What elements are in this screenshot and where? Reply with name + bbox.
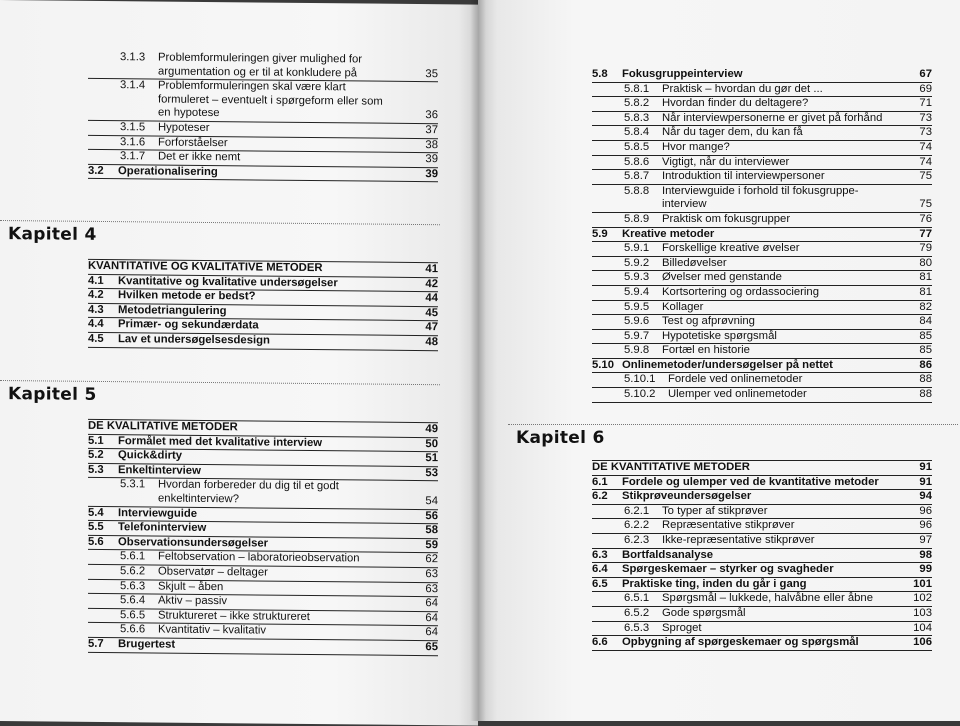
page-number: 59 [425,538,438,551]
section-number: 6.4 [592,563,608,576]
toc-entry [88,51,438,83]
section-title: Praktiske ting, inden du går i gang [622,577,807,590]
section-title: Det er ikke nemt [158,150,241,164]
toc-entry [592,170,932,185]
page-number: 80 [919,256,932,269]
toc-entry [592,505,932,520]
section-title: Kollager [662,300,704,313]
page-number: 97 [919,533,932,546]
page-number: 79 [919,242,932,255]
toc-entry [592,607,932,622]
section-title: Repræsentative stikprøver [662,519,795,532]
page-number: 73 [919,111,932,124]
page-number: 54 [425,495,438,508]
toc-entry [592,534,932,549]
section-number: 5.9.5 [624,300,650,313]
toc-entry [88,165,438,183]
section-title: Gode spørgsmål [662,606,746,619]
section-number: 5.8.9 [624,212,650,225]
page-number: 81 [919,271,932,284]
section-title: Metodetriangulering [118,303,227,317]
right-page [478,0,960,721]
page-number: 74 [919,140,932,153]
toc-entry [592,68,932,83]
page-number: 39 [425,153,438,166]
section-title: Struktureret – ikke struktureret [158,609,310,623]
page-number: 58 [425,524,438,537]
section-title: Onlinemetoder/undersøgelser på nettet [622,358,833,371]
section-title: Hypotetiske spørgsmål [662,329,777,342]
section-number: 5.9.8 [624,344,650,357]
toc-entry [592,549,932,564]
section-title: Primær- og sekundærdata [118,318,259,332]
page-number: 82 [919,300,932,313]
section-number: 5.9.1 [624,242,650,255]
section-title: Test og afprøvning [662,315,755,328]
page-number: 86 [919,358,932,371]
section-number: 6.5 [592,577,608,590]
section-number: 4.2 [88,289,104,302]
page-number: 64 [425,611,438,624]
page-number: 62 [425,553,438,566]
section-title: Introduktion til interviewpersoner [662,170,825,183]
section-number: 5.8.1 [624,82,650,95]
section-number: 3.1.7 [120,150,146,163]
section-number: 6.2.3 [624,533,650,546]
left-page [0,0,478,726]
section-number: 5.8.4 [624,126,650,139]
section-number: 5.9.4 [624,285,650,298]
section-title: Opbygning af spørgeskemaer og spørgsmål [622,636,859,649]
toc-block-chapter5 [88,419,438,656]
page-number: 51 [425,452,438,465]
toc-entry [592,330,932,345]
section-title: Spørgeskemaer – styrker og svagheder [622,563,834,576]
page-number: 84 [919,315,932,328]
section-title: Praktisk om fokusgrupper [662,212,791,225]
toc-entry [592,213,932,228]
page-number: 85 [919,344,932,357]
section-number: 3.2 [88,164,104,177]
section-title: Øvelser med genstande [662,271,782,284]
page-number: 104 [913,621,932,634]
section-number: 5.8.3 [624,111,650,124]
section-title: Forskellige kreative øvelser [662,242,800,255]
section-number: 5.9 [592,227,608,240]
section-title: Fordele og ulemper ved de kvantitative metoder [622,475,879,488]
section-number: 6.2.2 [624,519,650,532]
page-number: 102 [913,592,932,605]
page-number: 75 [919,170,932,183]
section-number: 3.1.4 [120,79,146,92]
section-title: Spørgsmål – lukkede, halvåbne eller åbne [662,592,874,605]
toc-entry [592,257,932,272]
section-title: Fortæl en historie [662,344,750,357]
toc-entry [592,271,932,286]
page-number: 94 [919,490,932,503]
page-number: 37 [425,124,438,137]
toc-entry [592,286,932,301]
page-number: 63 [425,568,438,581]
section-title: Problemformuleringen skal være klart formuleret – eventuelt i spørgeform eller som en hypotese [158,79,383,120]
section-title: To typer af stikprøver [662,504,768,517]
section-number: 5.6 [88,535,104,548]
section-title: Aktiv – passiv [158,594,228,608]
section-title: Enkeltinterview [118,463,201,477]
section-title: Kortsortering og ordassociering [662,285,819,298]
toc-entry [592,476,932,491]
page-number: 81 [919,285,932,298]
toc-entry [88,79,438,124]
page-number: 71 [919,97,932,110]
section-number: 4.4 [88,318,104,331]
toc-entry [592,315,932,330]
section-number: 5.9.2 [624,256,650,269]
section-number: 6.5.1 [624,592,650,605]
section-number: 5.10.2 [624,388,656,401]
page-number: 101 [913,577,932,590]
page-number: 64 [425,626,438,639]
page-number: 50 [425,437,438,450]
toc-entry [592,519,932,534]
section-number: 6.2.1 [624,504,650,517]
section-number: 5.6.1 [120,550,146,563]
page-number: 56 [425,509,438,522]
section-title: Sproget [662,621,702,634]
section-title: Formålet med det kvalitative interview [118,434,323,449]
chapter5-label: Kapitel 5 [8,384,97,405]
toc-entry [592,112,932,127]
page-number: 88 [919,373,932,386]
page-number: 85 [919,329,932,342]
section-number: 5.6.6 [120,623,146,636]
section-title: Hvor mange? [662,140,730,153]
page-number: 42 [425,277,438,290]
section-number: 3.1.6 [120,135,146,148]
section-title: Problemformuleringen giver mulighed for argumentation og er til at konkludere på [158,51,363,80]
section-number: 5.8.8 [624,184,650,197]
page-number: 67 [919,68,932,80]
page-number: 91 [919,461,932,473]
toc-entry [592,126,932,141]
page-number: 88 [919,388,932,401]
toc-entry [592,141,932,156]
toc-block-chapter4 [88,259,438,351]
section-title: Kreative metoder [622,227,715,240]
toc-entry [592,185,932,213]
toc-entry [592,592,932,607]
section-title: Når interviewpersonerne er givet på forhånd [662,111,883,124]
section-title: Interviewguide i forhold til fokusgruppe-interview [662,184,859,211]
section-number: 5.8.5 [624,140,650,153]
page-number: 76 [919,212,932,225]
section-number: 5.9.3 [624,271,650,284]
section-number: 5.8 [592,68,608,80]
section-number: 5.6.5 [120,608,146,622]
section-number: 5.3 [88,463,104,476]
page-number: 53 [425,466,438,479]
section-number: 5.9.6 [624,315,650,328]
section-number: 5.6.2 [120,565,146,578]
section-title: Observatør – deltager [158,565,268,579]
page-number: 64 [425,597,438,610]
page-number: 69 [919,82,932,95]
section-title: Forforståelser [158,136,228,149]
section-number: 5.6.3 [120,579,146,592]
page-number: 65 [425,640,438,654]
toc-entry [88,333,438,351]
toc-entry [592,301,932,316]
section-title: Når du tager dem, du kan få [662,126,803,139]
section-title: Stikprøveundersøgelser [622,490,752,503]
toc-entry [592,373,932,388]
section-number: 4.5 [88,332,104,345]
section-number: 5.9.7 [624,329,650,342]
section-title: Praktisk – hvordan du gør det ... [662,82,823,95]
book-gutter-shadow [470,0,486,721]
chapter-heading-row [592,460,932,476]
section-number: 3.1.3 [120,51,146,64]
page-number: 96 [919,519,932,532]
section-title: Quick&dirty [118,449,183,462]
page-number: 91 [919,475,932,488]
page-number: 41 [425,263,438,276]
section-title: Kvantitativ – kvalitativ [158,623,266,637]
page-number: 96 [919,504,932,517]
page-number: 49 [425,423,438,436]
section-number: 4.1 [88,274,104,287]
section-number: 5.10 [592,358,614,371]
section-number: 5.6.4 [120,594,146,607]
page-number: 98 [919,548,932,561]
section-number: 5.8.7 [624,170,650,183]
toc-entry [592,490,932,505]
chapter6-divider [508,424,958,425]
section-title: Interviewguide [118,506,198,520]
chapter-heading-text: KVANTITATIVE OG KVALITATIVE METODER [88,259,323,275]
toc-entry [592,622,932,637]
section-title: Fordele ved onlinemetoder [668,373,803,386]
toc-entry [592,242,932,257]
toc-block-chapter6 [592,460,932,651]
toc-entry [592,359,932,374]
section-number: 6.2 [592,490,608,503]
page-number: 99 [919,563,932,576]
section-title: Hvordan finder du deltagere? [662,97,809,110]
page-number: 45 [425,306,438,319]
page-number: 75 [919,198,932,211]
page-number: 74 [919,155,932,168]
page-number: 39 [425,167,438,180]
section-title: Billedøvelser [662,256,727,269]
section-number: 5.3.1 [120,478,146,491]
section-title: Brugertest [118,638,176,651]
toc-entry [592,636,932,651]
section-number: 5.2 [88,449,104,462]
section-title: Bortfaldsanalyse [622,548,714,561]
section-number: 4.3 [88,303,104,316]
toc-entry [88,638,438,656]
section-number: 5.1 [88,434,104,447]
toc-entry [592,578,932,593]
section-number: 5.8.6 [624,155,650,168]
section-number: 6.6 [592,636,608,649]
toc-entry [592,97,932,112]
section-number: 5.5 [88,521,104,534]
page-number: 35 [425,67,438,80]
page-number: 36 [425,109,438,122]
section-number: 6.1 [592,475,608,488]
section-number: 6.5.3 [624,621,650,634]
section-number: 6.3 [592,548,608,561]
section-title: Skjult – åben [158,580,224,593]
page-number: 47 [425,321,438,334]
section-number: 6.5.2 [624,606,650,619]
toc-block-chapter5-continued [592,68,932,403]
toc-entry [592,388,932,403]
section-number: 5.8.2 [624,97,650,110]
chapter-heading-text: DE KVANTITATIVE METODER [592,461,750,473]
section-number: 5.7 [88,637,104,650]
chapter6-label: Kapitel 6 [516,428,605,448]
page-number: 77 [919,227,932,240]
page-number: 63 [425,582,438,595]
section-title: Ulemper ved onlinemetoder [668,388,807,401]
page-number: 38 [425,138,438,151]
section-title: Lav et undersøgelsesdesign [118,333,270,347]
toc-entry [592,228,932,243]
section-title: Hvilken metode er bedst? [118,289,256,303]
toc-entry [592,156,932,171]
chapter-heading-text: DE KVALITATIVE METODER [88,419,238,434]
chapter4-label: Kapitel 4 [8,224,97,245]
section-number: 5.4 [88,506,104,519]
section-title: Kvantitative og kvalitative undersøgelser [118,274,338,289]
toc-entry [592,563,932,578]
page-number: 73 [919,126,932,139]
section-title: Operationalisering [118,164,218,178]
toc-entry [88,478,438,510]
page-number: 48 [425,336,438,349]
section-title: Hvordan forbereder du dig til et godt enkeltinterview? [158,478,339,506]
section-title: Feltobservation – laboratorieobservation [158,550,360,565]
page-number: 103 [913,606,932,619]
section-title: Fokusgruppeinterview [622,68,743,80]
section-number: 3.1.5 [120,121,146,134]
section-title: Ikke-repræsentative stikprøver [662,533,815,546]
toc-entry [592,83,932,98]
section-title: Observationsundersøgelser [118,535,269,550]
toc-block-chapter3-end [88,51,438,183]
page-number: 106 [913,636,932,649]
toc-entry [592,344,932,359]
section-title: Hypoteser [158,121,210,134]
page-number: 44 [425,292,438,305]
section-title: Vigtigt, når du interviewer [662,155,790,168]
section-title: Telefoninterview [118,521,207,535]
section-number: 5.10.1 [624,373,656,386]
